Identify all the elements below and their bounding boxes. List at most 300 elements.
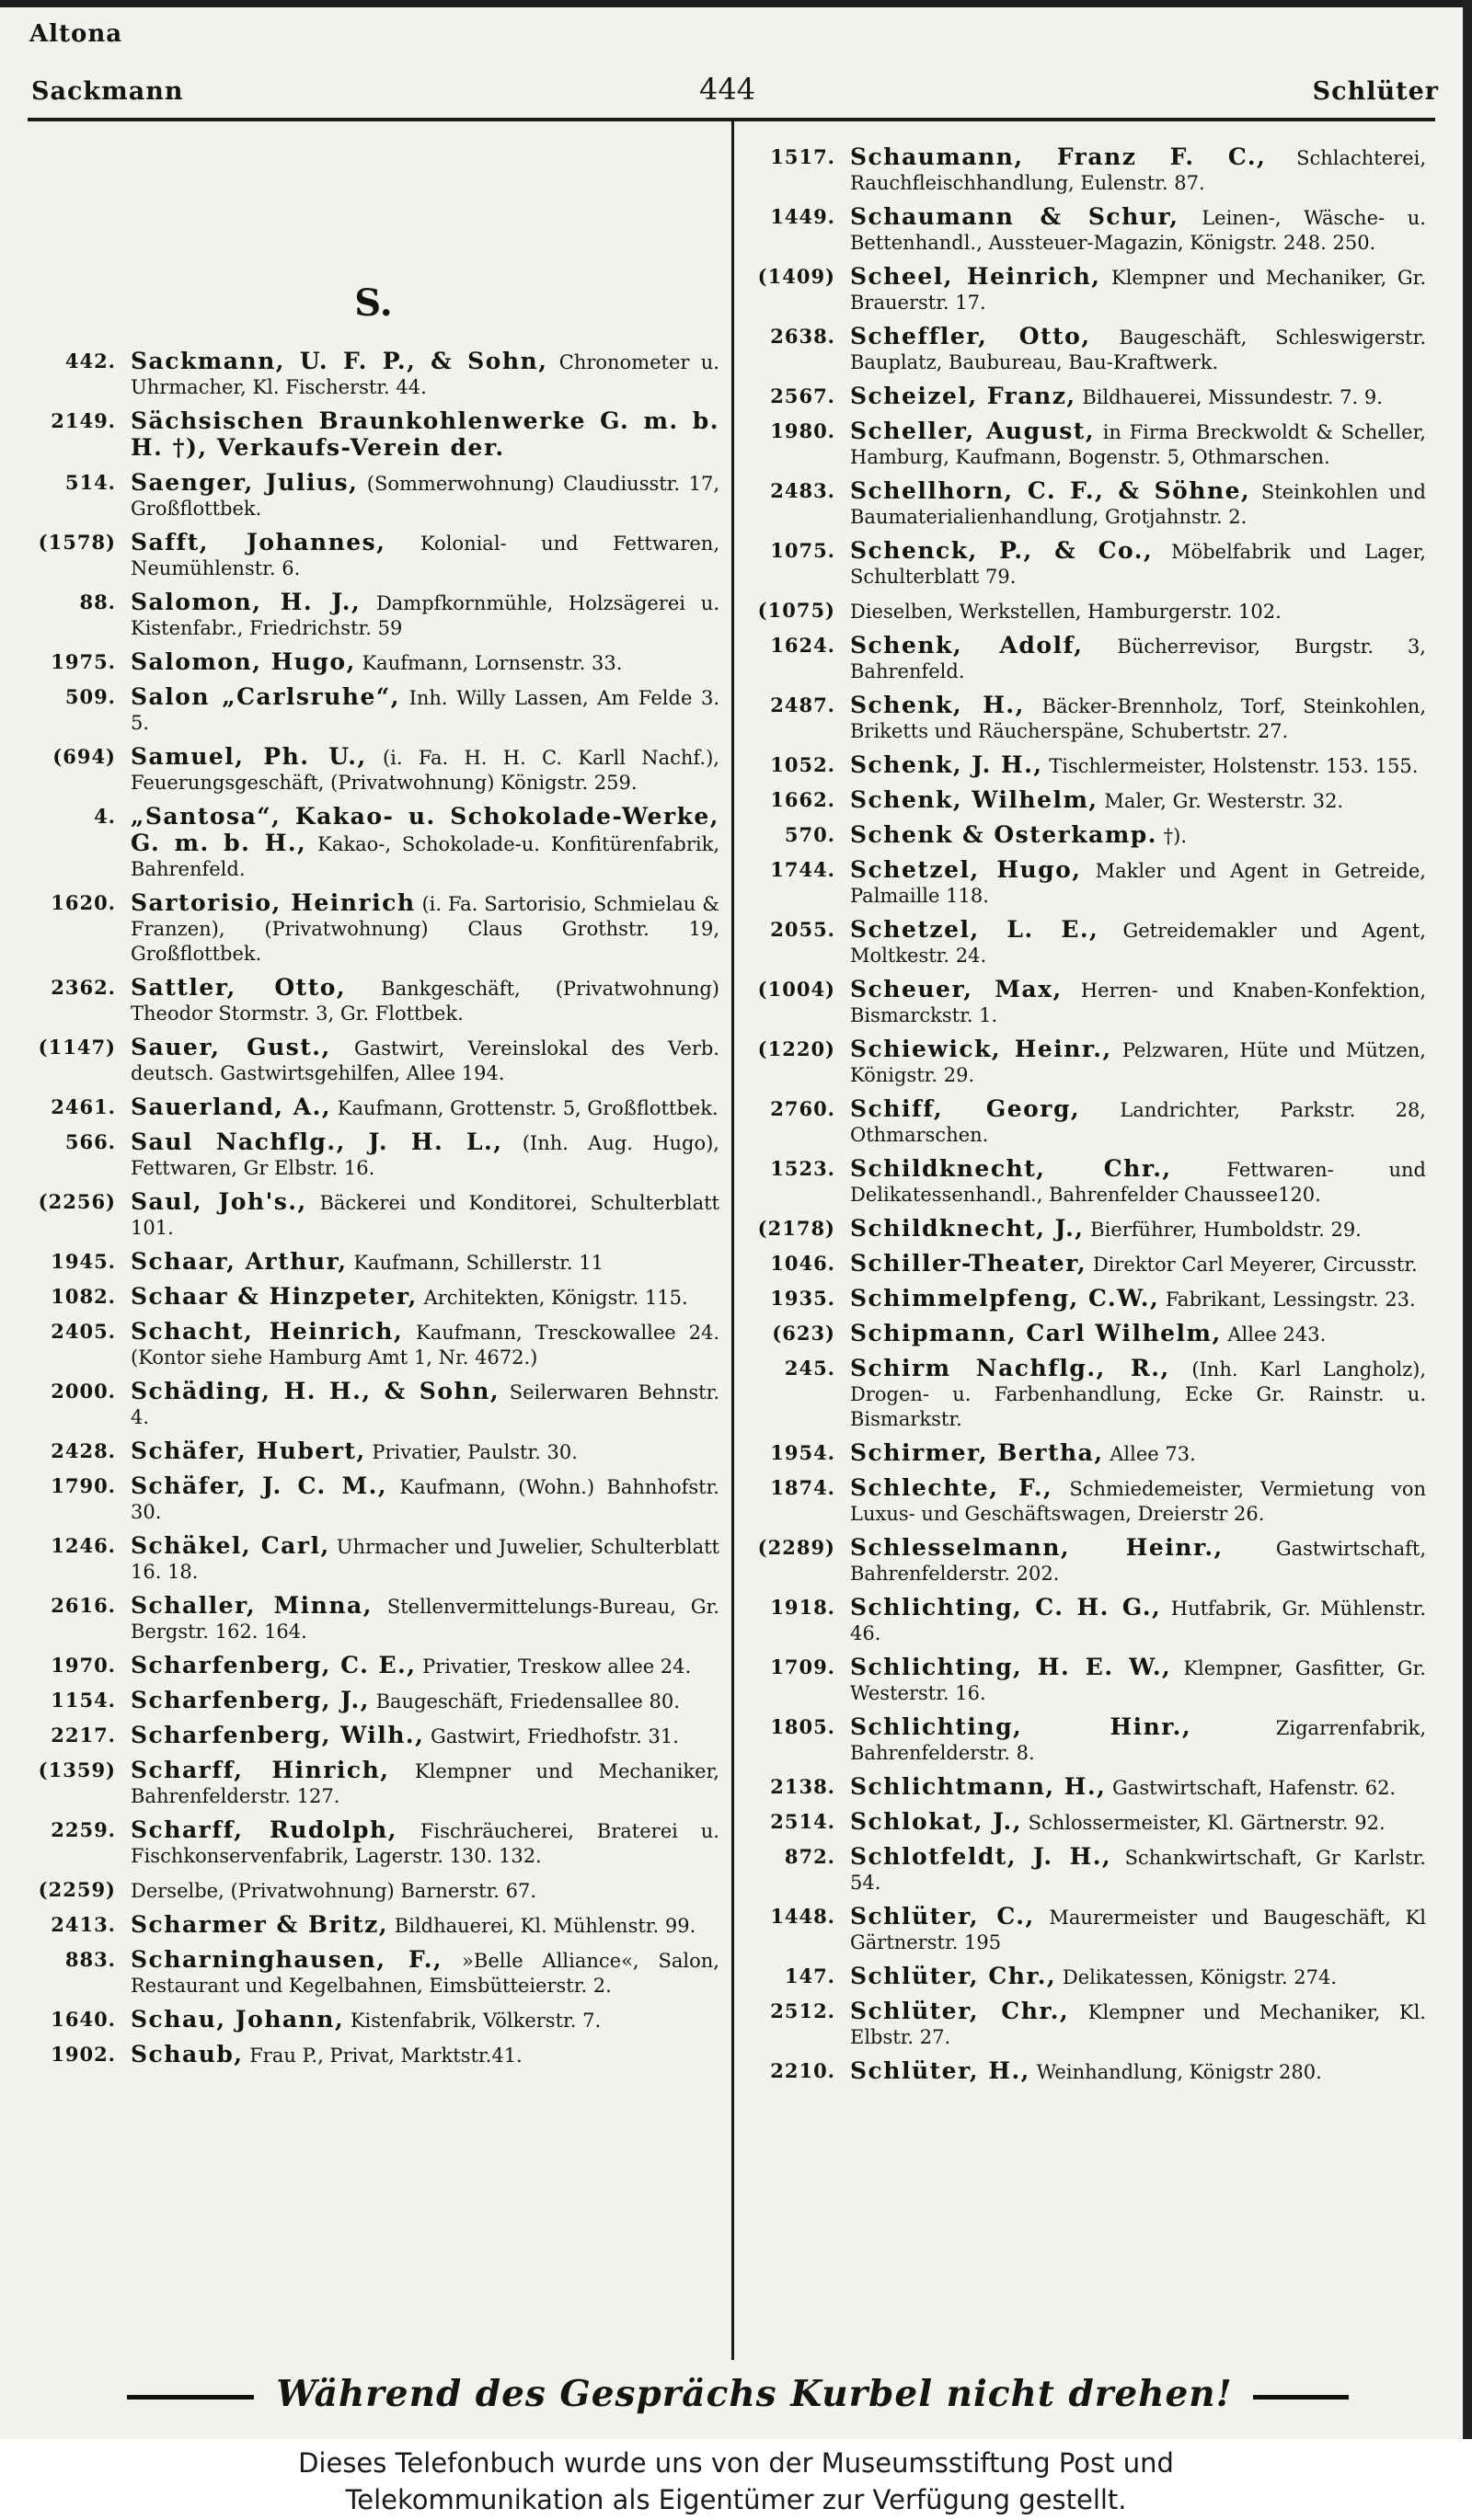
directory-entry [747, 1475, 1426, 1527]
directory-entry [747, 1809, 1426, 1836]
phone-number: 1052. [770, 753, 835, 776]
subscriber-details: Schankwirtschaft, Gr Karlstr. 54. [850, 1847, 1426, 1894]
subscriber-details: in Firma Breckwoldt & Scheller, Hamburg, Kaufmann, Bogenstr. 5, Othmarschen. [850, 421, 1426, 468]
subscriber-name: Scharff, Rudolph, [131, 1816, 397, 1843]
phone-number: (1004) [757, 978, 835, 1001]
entry-body [850, 1475, 1426, 1527]
subscriber-name: Schlichtmann, H., [850, 1773, 1107, 1800]
directory-entry [747, 633, 1426, 684]
entry-body [131, 1129, 719, 1181]
phone-number: 872. [784, 1845, 835, 1868]
subscriber-name: Schenk, H., [850, 692, 1025, 718]
subscriber-details: Weinhandlung, Königstr 280. [1036, 2061, 1322, 2083]
subscriber-details: Baugeschäft, Friedensallee 80. [375, 1690, 680, 1712]
directory-entry [28, 1593, 719, 1644]
phone-number: (2178) [757, 1217, 835, 1240]
directory-entry [747, 1999, 1426, 2050]
phone-number: (1147) [38, 1036, 116, 1059]
subscriber-details: (Inh. Aug. Hugo), Fettwaren, Gr Elbstr. 16. [131, 1132, 719, 1179]
subscriber-details: Dampfkornmühle, Holzsägerei u. Kistenfabr., Friedrichstr. 59 [131, 592, 719, 639]
phone-number: 2616. [51, 1594, 116, 1617]
phone-number: 2055. [770, 918, 835, 941]
subscriber-name: Schaub, [131, 2041, 244, 2068]
directory-entry [747, 752, 1426, 779]
subscriber-details: Leinen-, Wäsche- u. Bettenhandl., Aussteuer-Magazin, Königstr. 248. 250. [850, 207, 1426, 254]
entry-body [131, 1688, 719, 1714]
subscriber-details: Kaufmann, Tresckowallee 24. (Kontor siehe Hamburg Amt 1, Nr. 4672.) [131, 1322, 719, 1369]
directory-entry [747, 1714, 1426, 1766]
directory-entry [747, 977, 1426, 1028]
phone-number: (1075) [757, 599, 835, 622]
entry-body [131, 1912, 719, 1939]
subscriber-details: Zigarrenfabrik, Bahrenfelderstr. 8. [850, 1717, 1426, 1764]
directory-entry [28, 1817, 719, 1869]
subscriber-details: Möbelfabrik und Lager, Schulterblatt 79. [850, 541, 1426, 588]
phone-number: 1970. [51, 1654, 116, 1677]
subscriber-details: Kaufmann, Schillerstr. 11 [353, 1252, 604, 1274]
phone-number: 1523. [770, 1157, 835, 1180]
subscriber-details: Klempner und Mechaniker, Kl. Elbstr. 27. [850, 2001, 1426, 2048]
entry-body [850, 1774, 1426, 1801]
subscriber-details: (i. Fa. Sartorisio, Schmielau & Franzen), (Privatwohnung) Claus Grothstr. 19, Großflottbek. [131, 893, 719, 965]
directory-entry [28, 590, 719, 641]
subscriber-name: Saenger, Julius, [131, 469, 359, 496]
entry-body [850, 204, 1426, 256]
phone-number: 442. [64, 349, 116, 372]
subscriber-details: Kakao-, Schokolade-u. Konfitürenfabrik, Bahrenfeld. [131, 833, 719, 880]
subscriber-details: Seilerwaren Behnstr. 4. [131, 1381, 719, 1428]
entry-body [850, 1356, 1426, 1432]
directory-entry [28, 1688, 719, 1714]
directory-entry [747, 693, 1426, 744]
subscriber-name: Schlechte, F., [850, 1474, 1053, 1501]
entry-body [131, 1593, 719, 1644]
entry-body [131, 1473, 719, 1525]
entry-body [850, 478, 1426, 530]
subscriber-name: Saul, Joh's., [131, 1188, 307, 1215]
directory-entry [28, 408, 719, 462]
phone-number: (1578) [38, 531, 116, 554]
subscriber-details: Bäcker-Brennholz, Torf, Steinkohlen, Briketts und Räucherspäne, Schubertstr. 27. [850, 695, 1426, 742]
ownership-notice [0, 2439, 1472, 2520]
subscriber-name: Scheuer, Max, [850, 976, 1063, 1002]
subscriber-name: Schetzel, Hugo, [850, 856, 1082, 883]
subscriber-details: Gastwirt, Vereinslokal des Verb. deutsch. Gastwirtsgehilfen, Allee 194. [131, 1037, 719, 1084]
subscriber-name: Schirm Nachflg., R., [850, 1355, 1170, 1381]
directory-entry [747, 418, 1426, 470]
subscriber-name: Schlokat, J., [850, 1808, 1022, 1835]
subscriber-name: Scharff, Hinrich, [131, 1757, 390, 1783]
directory-entry [747, 538, 1426, 590]
phone-number: 1975. [51, 650, 116, 673]
subscriber-details: Kaufmann, (Wohn.) Bahnhofstr. 30. [131, 1476, 719, 1523]
subscriber-name: Schäfer, Hubert, [131, 1438, 366, 1464]
subscriber-details: Kaufmann, Grottenstr. 5, Großflottbek. [337, 1097, 719, 1119]
entry-body [850, 822, 1426, 849]
directory-entry [747, 1904, 1426, 1955]
subscriber-name: Schaller, Minna, [131, 1592, 373, 1619]
phone-number: (694) [52, 745, 116, 768]
subscriber-name: Schlesselmann, Heinr., [850, 1534, 1224, 1561]
subscriber-details: Herren- und Knaben-Konfektion, Bismarckstr. 1. [850, 979, 1426, 1026]
directory-entry [28, 2042, 719, 2068]
subscriber-details: Kolonial- und Fettwaren, Neumühlenstr. 6. [131, 533, 719, 579]
subscriber-details: Klempner, Gasfitter, Gr. Westerstr. 16. [850, 1657, 1426, 1704]
entry-body [850, 633, 1426, 684]
directory-entry [747, 1595, 1426, 1646]
right-column [747, 136, 1426, 2085]
directory-entry [28, 1035, 719, 1086]
subscriber-name: Schäkel, Carl, [131, 1532, 330, 1559]
directory-entry [747, 204, 1426, 256]
phone-number: 1709. [770, 1655, 835, 1678]
entry-body [850, 1655, 1426, 1706]
directory-entry [28, 1438, 719, 1465]
subscriber-name: Sächsischen Braunkohlenwerke G. m. b. H. †), Verkaufs-Verein der. [131, 407, 719, 461]
subscriber-name: Scharmer & Britz, [131, 1911, 389, 1938]
phone-number: (2259) [38, 1878, 116, 1901]
phone-number: (2256) [38, 1190, 116, 1213]
subscriber-name: Schildknecht, Chr., [850, 1155, 1172, 1182]
phone-number: (1409) [757, 265, 835, 288]
directory-entry [747, 1286, 1426, 1312]
subscriber-details: Allee 243. [1227, 1323, 1327, 1346]
subscriber-details: Delikatessen, Königstr. 274. [1062, 1966, 1338, 1988]
entry-body [131, 1653, 719, 1679]
subscriber-details: Schlossermeister, Kl. Gärtnerstr. 92. [1028, 1812, 1386, 1834]
subscriber-name: Scharninghausen, F., [131, 1946, 443, 1973]
phone-number: 2259. [51, 1818, 116, 1841]
phone-number: 245. [784, 1357, 835, 1380]
subscriber-details: Klempner und Mechaniker, Bahrenfelderstr. 127. [131, 1760, 719, 1807]
directory-entry [747, 1216, 1426, 1243]
directory-entry [28, 1758, 719, 1809]
phone-number: (1220) [757, 1037, 835, 1060]
directory-entry [747, 1321, 1426, 1347]
subscriber-name: Schenk, Adolf, [850, 632, 1084, 659]
scan-border-right [1463, 0, 1472, 2439]
phone-number: 2512. [770, 1999, 835, 2022]
directory-entry [747, 1535, 1426, 1586]
directory-entry [28, 1379, 719, 1430]
subscriber-name: Schau, Johann, [131, 2006, 345, 2033]
phone-number: 2000. [51, 1380, 116, 1403]
entry-body [131, 1877, 719, 1904]
subscriber-name: Sackmann, U. F. P., & Sohn, [131, 348, 548, 374]
directory-entry [747, 1356, 1426, 1432]
phone-number: 1744. [770, 858, 835, 881]
left-entry-list [28, 349, 719, 2068]
directory-entry [747, 2058, 1426, 2085]
entry-body [850, 917, 1426, 968]
entry-body [850, 1595, 1426, 1646]
subscriber-details: Gastwirt, Friedhofstr. 31. [431, 1725, 679, 1747]
entry-body [131, 1189, 719, 1241]
entry-body [850, 324, 1426, 375]
subscriber-details: Landrichter, Parkstr. 28, Othmarschen. [850, 1099, 1426, 1146]
subscriber-name: Schenk, J. H., [850, 751, 1043, 778]
entry-body [850, 1251, 1426, 1277]
phone-number: 883. [64, 1948, 116, 1971]
phone-number: 1075. [770, 539, 835, 562]
directory-entry [28, 1653, 719, 1679]
phone-number: 1448. [770, 1905, 835, 1928]
subscriber-name: Sattler, Otto, [131, 974, 347, 1001]
phone-number: 2210. [770, 2059, 835, 2082]
directory-entry [747, 1096, 1426, 1148]
subscriber-name: „Santosa“, Kakao- u. Schokolade-Werke, G. m. b. H., [131, 803, 719, 856]
directory-entry [747, 264, 1426, 315]
directory-entry [28, 1249, 719, 1276]
directory-entry [747, 1655, 1426, 1706]
entry-body [131, 975, 719, 1026]
entry-body [131, 684, 719, 736]
subscriber-details: Allee 73. [1110, 1443, 1196, 1465]
directory-entry [28, 890, 719, 967]
directory-entry [28, 1284, 719, 1311]
subscriber-details: Fabrikant, Lessingstr. 23. [1165, 1289, 1416, 1311]
subscriber-name: Schlüter, H., [850, 2057, 1030, 2084]
directory-entry [747, 598, 1426, 624]
phone-number: 570. [784, 823, 835, 846]
subscriber-name: Schimmelpfeng, C.W., [850, 1285, 1160, 1312]
directory-entry [28, 1533, 719, 1585]
phone-number: 2413. [51, 1913, 116, 1936]
subscriber-name: Salon „Carlsruhe“, [131, 683, 400, 710]
directory-entry [747, 1844, 1426, 1896]
subscriber-details: Fischräucherei, Braterei u. Fischkonservenfabrik, Lagerstr. 130. 132. [131, 1820, 719, 1867]
subscriber-name: Schenck, P., & Co., [850, 537, 1154, 564]
subscriber-name: Saul Nachflg., J. H. L., [131, 1128, 503, 1155]
directory-entry [28, 1723, 719, 1749]
entry-body [850, 977, 1426, 1028]
phone-number: 2760. [770, 1097, 835, 1120]
subscriber-name: Schellhorn, C. F., & Söhne, [850, 477, 1251, 504]
subscriber-details: Architekten, Königstr. 115. [423, 1287, 688, 1309]
subscriber-name: Scharfenberg, Wilh., [131, 1722, 425, 1748]
phone-number: 1918. [770, 1596, 835, 1619]
entry-body [850, 693, 1426, 744]
phone-number: 1935. [770, 1287, 835, 1310]
subscriber-details: †). [1163, 825, 1188, 847]
directory-entry [747, 144, 1426, 196]
phone-number: 1980. [770, 419, 835, 442]
entry-body [131, 590, 719, 641]
subscriber-name: Salomon, H. J., [131, 589, 362, 615]
subscriber-details: Bildhauerei, Kl. Mühlenstr. 99. [394, 1915, 696, 1937]
subscriber-name: Schäding, H. H., & Sohn, [131, 1378, 500, 1404]
entry-body [131, 1438, 719, 1465]
entry-body [850, 538, 1426, 590]
subscriber-details: Fettwaren- und Delikatessenhandl., Bahrenfelder Chaussee120. [850, 1159, 1426, 1206]
phone-number: 2483. [770, 479, 835, 502]
slogan: Während des Gesprächs Kurbel nicht drehen! [276, 2373, 1233, 2415]
header-left-keyword: Sackmann [31, 77, 184, 106]
subscriber-name: Schaumann & Schur, [850, 203, 1179, 230]
directory-entry [747, 857, 1426, 909]
entry-body [131, 1035, 719, 1086]
entry-body [131, 1758, 719, 1809]
entry-body [131, 649, 719, 676]
directory-entry [747, 1251, 1426, 1277]
directory-entry [28, 530, 719, 581]
subscriber-details: Gastwirtschaft, Bahrenfelderstr. 202. [850, 1538, 1426, 1585]
subscriber-details: Getreidemakler und Agent, Moltkestr. 24. [850, 920, 1426, 967]
subscriber-details: Uhrmacher und Juwelier, Schulterblatt 16. 18. [131, 1536, 719, 1583]
notice-line-2: Telekommunikation als Eigentümer zur Verfügung gestellt. [345, 2484, 1127, 2515]
phone-number: 1945. [51, 1250, 116, 1273]
directory-entry [747, 822, 1426, 849]
phone-number: 1449. [770, 205, 835, 228]
entry-body [850, 598, 1426, 624]
subscriber-name: Schiff, Georg, [850, 1095, 1081, 1122]
directory-entry [28, 1473, 719, 1525]
subscriber-name: Samuel, Ph. U., [131, 743, 367, 770]
subscriber-details: Schlachterei, Rauchfleischhandlung, Eulenstr. 87. [850, 147, 1426, 194]
directory-entry [28, 1947, 719, 1999]
subscriber-details: Baugeschäft, Schleswigerstr. Bauplatz, Baubureau, Bau-Kraftwerk. [850, 326, 1427, 373]
entry-body [850, 1096, 1426, 1148]
phone-number: 1805. [770, 1715, 835, 1738]
column-divider [731, 121, 734, 2360]
subscriber-details: Kistenfabrik, Völkerstr. 7. [350, 2010, 602, 2032]
page-number: 444 [699, 72, 756, 107]
phone-number: 566. [64, 1130, 116, 1153]
subscriber-details: Privatier, Treskow allee 24. [422, 1655, 692, 1678]
entry-body [850, 1286, 1426, 1312]
subscriber-details: (Inh. Karl Langholz), Drogen- u. Farbenhandlung, Ecke Gr. Rainstr. u. Bismarkstr. [850, 1358, 1426, 1430]
phone-number: 88. [79, 590, 116, 613]
entry-body [850, 787, 1426, 814]
subscriber-name: Schlüter, Chr., [850, 1963, 1057, 1989]
entry-body [131, 1533, 719, 1585]
entry-body [131, 1947, 719, 1999]
phone-number: 2567. [770, 384, 835, 407]
subscriber-name: Schetzel, L. E., [850, 916, 1099, 943]
subscriber-details: (i. Fa. H. H. C. Karll Nachf.), Feuerungsgeschäft, (Privatwohnung) Königstr. 259. [131, 747, 719, 794]
subscriber-name: Sauer, Gust., [131, 1034, 331, 1060]
phone-number: 1790. [51, 1474, 116, 1497]
entry-body [850, 752, 1426, 779]
entry-body [131, 2042, 719, 2068]
entry-body [850, 144, 1426, 196]
directory-entry [747, 324, 1426, 375]
subscriber-details: Pelzwaren, Hüte und Mützen, Königstr. 29. [850, 1039, 1426, 1086]
subscriber-name: Schaumann, Franz F. C., [850, 143, 1267, 170]
phone-number: 1902. [51, 2043, 116, 2066]
entry-body [131, 1249, 719, 1276]
entry-body [850, 1714, 1426, 1766]
subscriber-details: Bäckerei und Konditorei, Schulterblatt 101. [131, 1192, 719, 1239]
phone-number: 1640. [51, 2008, 116, 2031]
directory-entry [28, 649, 719, 676]
subscriber-name: Schipmann, Carl Wilhelm, [850, 1320, 1222, 1346]
entry-body [131, 1094, 719, 1121]
subscriber-details: Derselbe, (Privatwohnung) Barnerstr. 67. [131, 1880, 537, 1902]
phone-number: 2487. [770, 693, 835, 716]
entry-body [850, 857, 1426, 909]
subscriber-name: Schenk, Wilhelm, [850, 786, 1098, 813]
subscriber-details: Bücherrevisor, Burgstr. 3, Bahrenfeld. [850, 636, 1426, 682]
subscriber-details: »Belle Alliance«, Salon, Restaurant und Kegelbahnen, Eimsbütteierstr. 2. [131, 1950, 719, 1997]
subscriber-details: Inh. Willy Lassen, Am Felde 3. 5. [131, 687, 720, 734]
phone-number: 1662. [770, 788, 835, 811]
entry-body [850, 1999, 1426, 2050]
entry-body [850, 1809, 1426, 1836]
phone-number: 514. [64, 471, 116, 494]
entry-body [131, 804, 719, 882]
subscriber-name: Schiller-Theater, [850, 1250, 1087, 1277]
notice-line-1: Dieses Telefonbuch wurde uns von der Museumsstiftung Post und [298, 2447, 1174, 2479]
directory-entry [747, 1037, 1426, 1088]
subscriber-name: Scharfenberg, J., [131, 1687, 370, 1713]
directory-entry [747, 478, 1426, 530]
slogan-rule-left [127, 2395, 254, 2400]
phone-number: 1954. [770, 1441, 835, 1464]
phone-number: (623) [772, 1322, 835, 1345]
entry-body [850, 1904, 1426, 1955]
phone-number: 1154. [51, 1689, 116, 1712]
directory-entry [28, 1877, 719, 1904]
phone-number: 2638. [770, 325, 835, 348]
directory-entry [747, 787, 1426, 814]
entry-body [850, 1037, 1426, 1088]
phone-number: 2514. [770, 1810, 835, 1833]
subscriber-details: Bildhauerei, Missundestr. 7. 9. [1082, 386, 1383, 408]
subscriber-name: Schirmer, Bertha, [850, 1439, 1104, 1466]
entry-body [850, 1844, 1426, 1896]
slogan-rule-right [1253, 2395, 1349, 2400]
entry-body [850, 1156, 1426, 1208]
directory-entry [28, 975, 719, 1026]
phone-number: 509. [64, 685, 116, 708]
scan-border-top [0, 0, 1472, 7]
subscriber-details: Gastwirtschaft, Hafenstr. 62. [1112, 1777, 1397, 1799]
subscriber-name: Scheizel, Franz, [850, 383, 1076, 409]
place-name: Altona [29, 20, 123, 48]
entry-body [131, 1817, 719, 1869]
entry-body [850, 2058, 1426, 2085]
entry-body [850, 418, 1426, 470]
phone-number: (2289) [757, 1536, 835, 1559]
subscriber-name: Schlüter, C., [850, 1903, 1035, 1930]
subscriber-details: Direktor Carl Meyerer, Circusstr. [1092, 1254, 1418, 1276]
entry-body [850, 1535, 1426, 1586]
directory-entry [747, 1156, 1426, 1208]
subscriber-name: Schacht, Heinrich, [131, 1318, 404, 1345]
directory-entry [28, 684, 719, 736]
subscriber-name: Schlichting, C. H. G., [850, 1594, 1162, 1621]
subscriber-name: Scheffler, Otto, [850, 323, 1091, 349]
subscriber-details: Dieselben, Werkstellen, Hamburgerstr. 102. [850, 601, 1282, 623]
directory-entry [28, 2007, 719, 2033]
entry-body [131, 408, 719, 462]
phone-number: 1046. [770, 1252, 835, 1275]
directory-entry [28, 744, 719, 796]
subscriber-details: Privatier, Paulstr. 30. [372, 1441, 578, 1463]
directory-entry [747, 1774, 1426, 1801]
subscriber-details: (Sommerwohnung) Claudiusstr. 17, Großflottbek. [131, 473, 719, 520]
entry-body [131, 1723, 719, 1749]
phone-number: 4. [94, 805, 116, 828]
directory-entry [28, 1129, 719, 1181]
entry-body [131, 890, 719, 967]
subscriber-name: Scheel, Heinrich, [850, 263, 1101, 290]
phone-number: 2461. [51, 1095, 116, 1118]
subscriber-details: Steinkohlen und Baumaterialienhandlung, Grotjahnstr. 2. [850, 481, 1426, 528]
subscriber-name: Salomon, Hugo, [131, 648, 356, 675]
subscriber-name: Safft, Johannes, [131, 529, 386, 556]
